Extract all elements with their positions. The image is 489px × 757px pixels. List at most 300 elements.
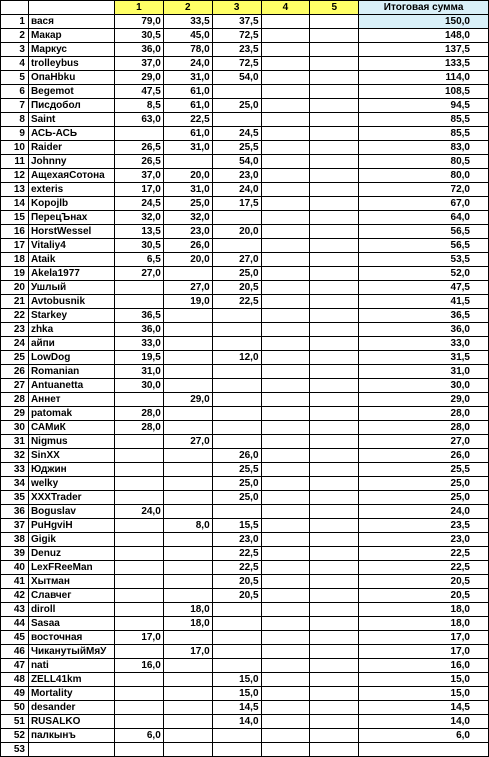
score-cell-3[interactable]: 25,0 (212, 477, 261, 491)
name-cell[interactable]: zhka (28, 323, 114, 337)
total-cell[interactable]: 20,5 (359, 575, 489, 589)
score-cell-5[interactable] (310, 519, 359, 533)
score-cell-2[interactable]: 22,5 (163, 113, 212, 127)
score-cell-3[interactable]: 72,5 (212, 57, 261, 71)
score-cell-4[interactable] (261, 267, 310, 281)
total-cell[interactable]: 17,0 (359, 645, 489, 659)
score-cell-2[interactable] (163, 659, 212, 673)
total-cell[interactable]: 24,0 (359, 505, 489, 519)
score-cell-3[interactable]: 22,5 (212, 561, 261, 575)
total-cell[interactable]: 80,0 (359, 169, 489, 183)
total-cell[interactable]: 20,5 (359, 589, 489, 603)
score-cell-2[interactable] (163, 337, 212, 351)
row-number-cell[interactable]: 49 (1, 687, 29, 701)
score-cell-3[interactable] (212, 113, 261, 127)
score-cell-5[interactable] (310, 533, 359, 547)
score-cell-5[interactable] (310, 491, 359, 505)
row-number-cell[interactable]: 6 (1, 85, 29, 99)
score-cell-4[interactable] (261, 29, 310, 43)
row-number-cell[interactable]: 51 (1, 715, 29, 729)
score-cell-3[interactable]: 25,0 (212, 99, 261, 113)
score-cell-1[interactable] (114, 561, 163, 575)
name-cell[interactable]: Sasaa (28, 617, 114, 631)
score-cell-2[interactable] (163, 533, 212, 547)
total-cell[interactable]: 30,0 (359, 379, 489, 393)
score-cell-2[interactable] (163, 449, 212, 463)
score-cell-2[interactable] (163, 589, 212, 603)
header-col-2[interactable]: 2 (163, 1, 212, 15)
name-cell[interactable]: Denuz (28, 547, 114, 561)
score-cell-1[interactable]: 8,5 (114, 99, 163, 113)
score-cell-2[interactable] (163, 729, 212, 743)
name-cell[interactable]: Johnny (28, 155, 114, 169)
score-cell-4[interactable] (261, 43, 310, 57)
score-cell-1[interactable]: 47,5 (114, 85, 163, 99)
score-cell-4[interactable] (261, 449, 310, 463)
row-number-cell[interactable]: 21 (1, 295, 29, 309)
score-cell-2[interactable]: 29,0 (163, 393, 212, 407)
name-cell[interactable]: Аннет (28, 393, 114, 407)
score-cell-4[interactable] (261, 421, 310, 435)
row-number-cell[interactable]: 19 (1, 267, 29, 281)
row-number-cell[interactable]: 32 (1, 449, 29, 463)
score-cell-5[interactable] (310, 15, 359, 29)
row-number-cell[interactable]: 30 (1, 421, 29, 435)
score-cell-1[interactable]: 36,0 (114, 43, 163, 57)
score-cell-2[interactable]: 61,0 (163, 85, 212, 99)
row-number-cell[interactable]: 47 (1, 659, 29, 673)
score-cell-2[interactable] (163, 575, 212, 589)
score-cell-4[interactable] (261, 239, 310, 253)
score-cell-4[interactable] (261, 505, 310, 519)
score-cell-1[interactable]: 26,5 (114, 155, 163, 169)
total-cell[interactable]: 25,0 (359, 491, 489, 505)
score-cell-3[interactable]: 12,0 (212, 351, 261, 365)
row-number-cell[interactable]: 37 (1, 519, 29, 533)
name-cell[interactable] (28, 743, 114, 757)
score-cell-4[interactable] (261, 141, 310, 155)
row-number-cell[interactable]: 27 (1, 379, 29, 393)
score-cell-5[interactable] (310, 183, 359, 197)
score-cell-4[interactable] (261, 85, 310, 99)
score-cell-2[interactable] (163, 351, 212, 365)
score-cell-3[interactable]: 25,5 (212, 463, 261, 477)
name-cell[interactable]: Kopojlb (28, 197, 114, 211)
score-cell-1[interactable]: 24,5 (114, 197, 163, 211)
score-cell-5[interactable] (310, 743, 359, 757)
total-cell[interactable]: 36,0 (359, 323, 489, 337)
score-cell-5[interactable] (310, 351, 359, 365)
total-cell[interactable]: 72,0 (359, 183, 489, 197)
score-cell-5[interactable] (310, 43, 359, 57)
score-cell-2[interactable] (163, 631, 212, 645)
row-number-cell[interactable]: 14 (1, 197, 29, 211)
score-cell-5[interactable] (310, 701, 359, 715)
row-number-cell[interactable]: 20 (1, 281, 29, 295)
score-cell-4[interactable] (261, 631, 310, 645)
total-cell[interactable]: 137,5 (359, 43, 489, 57)
score-cell-5[interactable] (310, 407, 359, 421)
score-cell-4[interactable] (261, 491, 310, 505)
name-cell[interactable]: Raider (28, 141, 114, 155)
score-cell-2[interactable] (163, 365, 212, 379)
score-cell-1[interactable]: 6,5 (114, 253, 163, 267)
total-cell[interactable]: 36,5 (359, 309, 489, 323)
name-cell[interactable]: Akela1977 (28, 267, 114, 281)
score-cell-5[interactable] (310, 281, 359, 295)
name-cell[interactable]: patomak (28, 407, 114, 421)
score-cell-5[interactable] (310, 197, 359, 211)
score-cell-5[interactable] (310, 295, 359, 309)
score-cell-5[interactable] (310, 673, 359, 687)
score-cell-1[interactable]: 32,0 (114, 211, 163, 225)
row-number-cell[interactable]: 43 (1, 603, 29, 617)
total-cell[interactable]: 29,0 (359, 393, 489, 407)
score-cell-2[interactable] (163, 491, 212, 505)
score-cell-4[interactable] (261, 295, 310, 309)
score-cell-4[interactable] (261, 575, 310, 589)
score-cell-5[interactable] (310, 393, 359, 407)
row-number-cell[interactable]: 4 (1, 57, 29, 71)
score-cell-5[interactable] (310, 645, 359, 659)
total-cell[interactable]: 14,0 (359, 715, 489, 729)
score-cell-1[interactable]: 17,0 (114, 631, 163, 645)
name-cell[interactable]: айпи (28, 337, 114, 351)
name-cell[interactable]: Хытман (28, 575, 114, 589)
score-cell-4[interactable] (261, 281, 310, 295)
score-cell-3[interactable] (212, 743, 261, 757)
name-cell[interactable]: вася (28, 15, 114, 29)
row-number-cell[interactable]: 22 (1, 309, 29, 323)
score-cell-3[interactable] (212, 239, 261, 253)
score-cell-1[interactable] (114, 547, 163, 561)
total-cell[interactable]: 25,0 (359, 477, 489, 491)
score-cell-4[interactable] (261, 309, 310, 323)
score-cell-3[interactable] (212, 365, 261, 379)
score-cell-5[interactable] (310, 85, 359, 99)
score-cell-4[interactable] (261, 561, 310, 575)
total-cell[interactable]: 6,0 (359, 729, 489, 743)
score-cell-3[interactable]: 54,0 (212, 71, 261, 85)
score-cell-4[interactable] (261, 519, 310, 533)
score-cell-2[interactable]: 26,0 (163, 239, 212, 253)
score-cell-4[interactable] (261, 463, 310, 477)
score-cell-4[interactable] (261, 533, 310, 547)
score-cell-3[interactable] (212, 309, 261, 323)
score-cell-1[interactable]: 30,5 (114, 29, 163, 43)
name-cell[interactable]: nati (28, 659, 114, 673)
name-cell[interactable]: ОпаНbku (28, 71, 114, 85)
score-cell-2[interactable] (163, 421, 212, 435)
score-cell-5[interactable] (310, 57, 359, 71)
name-cell[interactable]: desander (28, 701, 114, 715)
score-cell-4[interactable] (261, 743, 310, 757)
score-cell-3[interactable]: 15,0 (212, 687, 261, 701)
score-cell-2[interactable]: 27,0 (163, 281, 212, 295)
score-cell-1[interactable] (114, 281, 163, 295)
row-number-cell[interactable]: 36 (1, 505, 29, 519)
score-cell-1[interactable] (114, 603, 163, 617)
score-cell-4[interactable] (261, 393, 310, 407)
total-cell[interactable]: 85,5 (359, 113, 489, 127)
score-cell-4[interactable] (261, 477, 310, 491)
score-cell-4[interactable] (261, 589, 310, 603)
header-corner-cell[interactable] (1, 1, 29, 15)
score-cell-2[interactable] (163, 379, 212, 393)
total-cell[interactable]: 25,5 (359, 463, 489, 477)
score-cell-1[interactable]: 17,0 (114, 183, 163, 197)
score-cell-3[interactable] (212, 421, 261, 435)
total-cell[interactable]: 47,5 (359, 281, 489, 295)
name-cell[interactable]: SinXX (28, 449, 114, 463)
score-cell-2[interactable]: 78,0 (163, 43, 212, 57)
row-number-cell[interactable]: 41 (1, 575, 29, 589)
score-cell-3[interactable]: 20,0 (212, 225, 261, 239)
row-number-cell[interactable]: 45 (1, 631, 29, 645)
name-cell[interactable]: ПерецЪнах (28, 211, 114, 225)
total-cell[interactable]: 85,5 (359, 127, 489, 141)
score-cell-4[interactable] (261, 99, 310, 113)
total-cell[interactable]: 28,0 (359, 407, 489, 421)
score-cell-1[interactable] (114, 295, 163, 309)
total-cell[interactable]: 18,0 (359, 617, 489, 631)
score-cell-2[interactable] (163, 701, 212, 715)
score-cell-3[interactable] (212, 407, 261, 421)
score-cell-2[interactable] (163, 477, 212, 491)
name-cell[interactable]: САМиК (28, 421, 114, 435)
score-cell-2[interactable] (163, 463, 212, 477)
row-number-cell[interactable]: 15 (1, 211, 29, 225)
name-cell[interactable]: ZELL41km (28, 673, 114, 687)
score-cell-4[interactable] (261, 617, 310, 631)
score-cell-5[interactable] (310, 309, 359, 323)
name-cell[interactable]: Nigmus (28, 435, 114, 449)
name-cell[interactable]: Юджин (28, 463, 114, 477)
score-cell-2[interactable] (163, 673, 212, 687)
row-number-cell[interactable]: 26 (1, 365, 29, 379)
score-cell-4[interactable] (261, 701, 310, 715)
score-cell-1[interactable]: 30,0 (114, 379, 163, 393)
total-cell[interactable]: 83,0 (359, 141, 489, 155)
score-cell-3[interactable]: 20,5 (212, 281, 261, 295)
name-cell[interactable]: Antuanetta (28, 379, 114, 393)
name-cell[interactable]: trolleybus (28, 57, 114, 71)
score-cell-5[interactable] (310, 225, 359, 239)
total-cell[interactable]: 67,0 (359, 197, 489, 211)
score-cell-1[interactable]: 37,0 (114, 169, 163, 183)
score-cell-4[interactable] (261, 169, 310, 183)
score-cell-1[interactable] (114, 687, 163, 701)
name-cell[interactable]: XXXTrader (28, 491, 114, 505)
row-number-cell[interactable]: 8 (1, 113, 29, 127)
score-cell-3[interactable]: 72,5 (212, 29, 261, 43)
score-cell-4[interactable] (261, 729, 310, 743)
score-cell-5[interactable] (310, 379, 359, 393)
row-number-cell[interactable]: 35 (1, 491, 29, 505)
score-cell-1[interactable]: 24,0 (114, 505, 163, 519)
score-cell-1[interactable] (114, 519, 163, 533)
name-cell[interactable]: Boguslav (28, 505, 114, 519)
score-cell-4[interactable] (261, 15, 310, 29)
score-cell-2[interactable]: 45,0 (163, 29, 212, 43)
name-cell[interactable]: Славчег (28, 589, 114, 603)
score-cell-3[interactable]: 25,0 (212, 267, 261, 281)
score-cell-2[interactable]: 17,0 (163, 645, 212, 659)
score-cell-1[interactable] (114, 435, 163, 449)
score-cell-5[interactable] (310, 141, 359, 155)
score-cell-3[interactable]: 14,5 (212, 701, 261, 715)
name-cell[interactable]: Begemot (28, 85, 114, 99)
name-cell[interactable]: Saint (28, 113, 114, 127)
row-number-cell[interactable]: 25 (1, 351, 29, 365)
score-cell-3[interactable] (212, 505, 261, 519)
total-cell[interactable]: 22,5 (359, 561, 489, 575)
total-cell[interactable]: 94,5 (359, 99, 489, 113)
score-cell-5[interactable] (310, 253, 359, 267)
score-cell-1[interactable]: 31,0 (114, 365, 163, 379)
score-cell-5[interactable] (310, 71, 359, 85)
row-number-cell[interactable]: 52 (1, 729, 29, 743)
row-number-cell[interactable]: 16 (1, 225, 29, 239)
name-cell[interactable]: LowDog (28, 351, 114, 365)
score-cell-3[interactable]: 22,5 (212, 295, 261, 309)
score-cell-2[interactable]: 23,0 (163, 225, 212, 239)
score-cell-1[interactable]: 29,0 (114, 71, 163, 85)
score-cell-3[interactable]: 22,5 (212, 547, 261, 561)
score-cell-1[interactable] (114, 463, 163, 477)
score-cell-3[interactable]: 23,0 (212, 533, 261, 547)
name-cell[interactable]: Ушлый (28, 281, 114, 295)
score-cell-4[interactable] (261, 225, 310, 239)
score-cell-3[interactable] (212, 659, 261, 673)
score-cell-2[interactable]: 18,0 (163, 617, 212, 631)
score-cell-3[interactable] (212, 337, 261, 351)
row-number-cell[interactable]: 24 (1, 337, 29, 351)
score-cell-2[interactable]: 19,0 (163, 295, 212, 309)
total-cell[interactable]: 23,0 (359, 533, 489, 547)
name-cell[interactable]: Starkey (28, 309, 114, 323)
score-cell-4[interactable] (261, 715, 310, 729)
row-number-cell[interactable]: 34 (1, 477, 29, 491)
score-cell-4[interactable] (261, 673, 310, 687)
row-number-cell[interactable]: 39 (1, 547, 29, 561)
score-cell-2[interactable] (163, 323, 212, 337)
score-cell-4[interactable] (261, 113, 310, 127)
score-cell-4[interactable] (261, 365, 310, 379)
score-cell-5[interactable] (310, 589, 359, 603)
score-cell-1[interactable] (114, 127, 163, 141)
score-cell-5[interactable] (310, 169, 359, 183)
total-cell[interactable]: 31,0 (359, 365, 489, 379)
row-number-cell[interactable]: 12 (1, 169, 29, 183)
name-cell[interactable]: ЧиканутыйМяУ (28, 645, 114, 659)
score-cell-1[interactable]: 28,0 (114, 421, 163, 435)
score-cell-1[interactable]: 63,0 (114, 113, 163, 127)
score-cell-2[interactable]: 31,0 (163, 141, 212, 155)
total-cell[interactable]: 52,0 (359, 267, 489, 281)
score-cell-3[interactable]: 54,0 (212, 155, 261, 169)
score-cell-2[interactable]: 61,0 (163, 99, 212, 113)
score-cell-4[interactable] (261, 603, 310, 617)
score-cell-5[interactable] (310, 631, 359, 645)
score-cell-3[interactable] (212, 85, 261, 99)
total-cell[interactable]: 23,5 (359, 519, 489, 533)
row-number-cell[interactable]: 28 (1, 393, 29, 407)
score-cell-4[interactable] (261, 547, 310, 561)
score-cell-5[interactable] (310, 323, 359, 337)
score-cell-3[interactable]: 27,0 (212, 253, 261, 267)
score-cell-5[interactable] (310, 505, 359, 519)
score-cell-3[interactable] (212, 435, 261, 449)
score-cell-4[interactable] (261, 57, 310, 71)
name-cell[interactable]: Писдобол (28, 99, 114, 113)
score-cell-4[interactable] (261, 435, 310, 449)
score-cell-3[interactable]: 25,0 (212, 491, 261, 505)
score-cell-2[interactable]: 31,0 (163, 183, 212, 197)
score-cell-1[interactable]: 27,0 (114, 267, 163, 281)
score-cell-5[interactable] (310, 477, 359, 491)
score-cell-5[interactable] (310, 687, 359, 701)
score-cell-2[interactable]: 33,5 (163, 15, 212, 29)
score-cell-1[interactable] (114, 589, 163, 603)
name-cell[interactable]: Маркус (28, 43, 114, 57)
total-cell[interactable]: 148,0 (359, 29, 489, 43)
score-cell-3[interactable] (212, 645, 261, 659)
score-cell-5[interactable] (310, 211, 359, 225)
score-cell-1[interactable] (114, 617, 163, 631)
score-cell-3[interactable] (212, 393, 261, 407)
total-cell[interactable]: 53,5 (359, 253, 489, 267)
score-cell-3[interactable] (212, 211, 261, 225)
score-cell-1[interactable]: 28,0 (114, 407, 163, 421)
score-cell-2[interactable]: 61,0 (163, 127, 212, 141)
row-number-cell[interactable]: 13 (1, 183, 29, 197)
score-cell-4[interactable] (261, 407, 310, 421)
score-cell-2[interactable]: 8,0 (163, 519, 212, 533)
name-cell[interactable]: Ataik (28, 253, 114, 267)
score-cell-5[interactable] (310, 547, 359, 561)
total-cell[interactable]: 17,0 (359, 631, 489, 645)
header-name-cell[interactable] (28, 1, 114, 15)
score-cell-3[interactable] (212, 379, 261, 393)
score-cell-1[interactable]: 19,5 (114, 351, 163, 365)
score-cell-5[interactable] (310, 337, 359, 351)
score-cell-5[interactable] (310, 239, 359, 253)
score-cell-1[interactable] (114, 743, 163, 757)
row-number-cell[interactable]: 50 (1, 701, 29, 715)
score-cell-4[interactable] (261, 127, 310, 141)
row-number-cell[interactable]: 3 (1, 43, 29, 57)
total-cell[interactable]: 56,5 (359, 225, 489, 239)
score-cell-1[interactable] (114, 393, 163, 407)
score-cell-5[interactable] (310, 617, 359, 631)
total-cell[interactable]: 14,5 (359, 701, 489, 715)
score-cell-5[interactable] (310, 575, 359, 589)
row-number-cell[interactable]: 7 (1, 99, 29, 113)
score-cell-5[interactable] (310, 449, 359, 463)
row-number-cell[interactable]: 53 (1, 743, 29, 757)
row-number-cell[interactable]: 11 (1, 155, 29, 169)
score-cell-1[interactable]: 79,0 (114, 15, 163, 29)
total-cell[interactable]: 22,5 (359, 547, 489, 561)
score-cell-4[interactable] (261, 659, 310, 673)
score-cell-5[interactable] (310, 603, 359, 617)
total-cell[interactable]: 31,5 (359, 351, 489, 365)
row-number-cell[interactable]: 33 (1, 463, 29, 477)
score-cell-2[interactable] (163, 547, 212, 561)
score-cell-3[interactable] (212, 323, 261, 337)
score-cell-5[interactable] (310, 659, 359, 673)
